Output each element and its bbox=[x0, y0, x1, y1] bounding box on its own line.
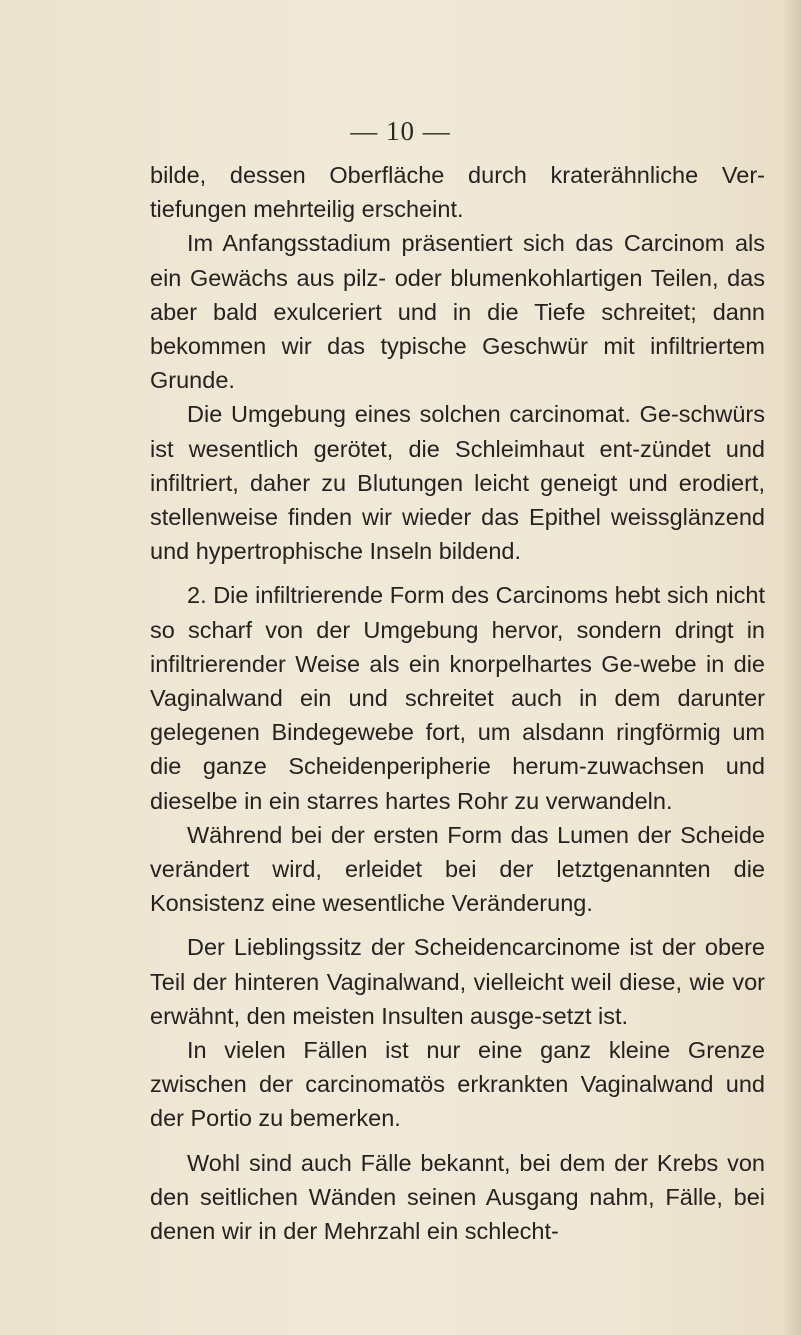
paragraph-boundary: In vielen Fällen ist nur eine ganz kleine Grenze zwischen der carcinomatös erkrankten Vaginalwand und der Portio zu bemerken. bbox=[150, 1037, 765, 1132]
paragraph-lateral-walls: Wohl sind auch Fälle bekannt, bei dem der Krebs von den seitlichen Wänden seinen Ausgang nahm, Fälle, bei denen wir in der Mehrzahl ein schlecht- bbox=[150, 1149, 765, 1245]
paragraph-initial-stage: Im Anfangsstadium präsentiert sich das Carcinom als ein Gewächs aus pilz- oder blumenkohlartigen Teilen, das aber bald exulceriert und in die Tiefe schreitet; dann bekommen wir das typische Geschwür mit infiltriertem Grunde. bbox=[150, 230, 765, 394]
body-text bbox=[150, 158, 765, 1248]
page-edge-shadow bbox=[783, 0, 801, 1335]
page-number: — 10 — bbox=[350, 116, 451, 146]
paragraph-first-form-comparison: Während bei der ersten Form das Lumen der Scheide verändert wird, erleidet bei der letztgenannten die Konsistenz eine wesentliche Veränderung. bbox=[150, 821, 765, 917]
paragraph-infiltrating-form: 2. Die infiltrierende Form des Carcinoms hebt sich nicht so scharf von der Umgebung hervor, sondern dringt in infiltrierender Weise als ein knorpelhartes Ge-webe in die Vaginalwand ein und schreitet auch in dem darunter gelegenen Bindegewebe fort, um alsdann ringförmig um die ganze Scheidenperipherie herum-zuwachsen und dieselbe in ein starres hartes Rohr zu verwandeln. bbox=[150, 582, 765, 814]
paragraph-favourite-site: Der Lieblingssitz der Scheidencarcinome ist der obere Teil der hinteren Vaginalwand, vielleicht weil diese, wie vor erwähnt, den meisten Insulten ausge-setzt ist. bbox=[150, 934, 765, 1029]
paragraph-surroundings: Die Umgebung eines solchen carcinomat. Ge-schwürs ist wesentlich gerötet, die Schleimhaut ent-zündet und infiltriert, daher zu Blutungen leicht geneigt und erodiert, stellenweise finden wir wieder das Epithel weissglänzend und hypertrophische Inseln bildend. bbox=[150, 401, 765, 565]
paragraph-continuation: bilde, dessen Oberfläche durch kraterähnliche Ver-tiefungen mehrteilig erscheint. bbox=[150, 162, 765, 223]
